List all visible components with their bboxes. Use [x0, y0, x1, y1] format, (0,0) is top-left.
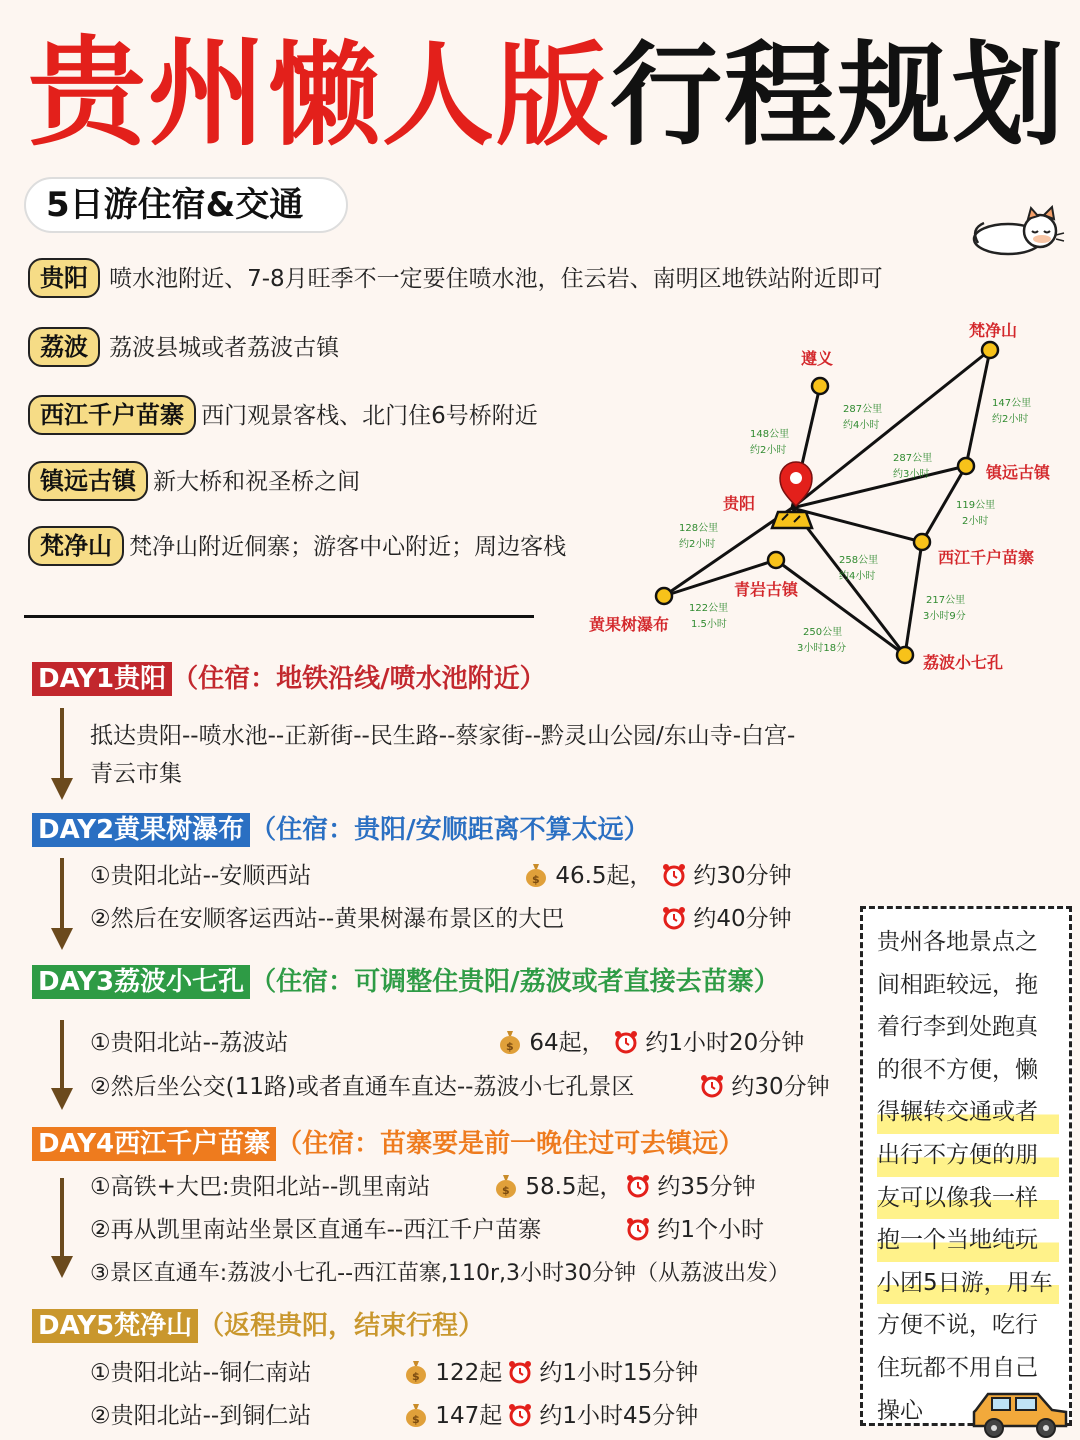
note-line-3: 着行李到处跑真	[877, 1014, 1038, 1041]
alarm-clock-icon	[508, 1403, 532, 1427]
day5-item-2-time-text: 约1小时45分钟	[539, 1403, 699, 1429]
acc-text-guiyang: 喷水池附近、7-8月旺季不一定要住喷水池，住云岩、南明区地铁站附近即可	[109, 266, 883, 292]
dist-gy-fanjing-km: 287公里	[843, 404, 883, 415]
acc-row-zhenyuan	[28, 461, 360, 502]
map-label-zunyi: 遵义	[801, 349, 834, 368]
day2-item-1-price-text: 46.5起，	[555, 863, 653, 889]
day4-stay: （住宿：苗寨要是前一晚住过可去镇远）	[276, 1129, 745, 1159]
acc-text-zhenyuan: 新大桥和祝圣桥之间	[153, 469, 361, 495]
alarm-clock-icon	[626, 1174, 650, 1198]
day5-item-1-time-text: 约1小时15分钟	[539, 1360, 699, 1386]
alarm-clock-icon	[626, 1217, 650, 1241]
acc-place-libo: 荔波	[28, 327, 100, 367]
day4-item-3: ③景区直通车:荔波小七孔--西江苗寨,110r,3小时30分钟（从荔波出发）	[90, 1261, 791, 1286]
title-part-2: 懒人版	[268, 31, 611, 161]
money-bag-icon	[494, 1172, 518, 1198]
day2-header	[32, 811, 650, 849]
title-part-1: 贵州	[28, 24, 269, 162]
note-line-9: 小团5日游，用车	[877, 1262, 1059, 1305]
dist-zhenyuan-xijiang-km: 119公里	[956, 500, 996, 511]
day3-header	[32, 963, 780, 1001]
node-qingyan	[768, 552, 784, 568]
day5-item-1-time	[508, 1357, 698, 1389]
map-label-xijiang: 西江千户苗寨	[938, 548, 1035, 567]
acc-row-guiyang	[28, 258, 883, 299]
note-line-2: 间相距较远，拖	[877, 971, 1038, 998]
day4-item-2-time-text: 约1个小时	[657, 1217, 764, 1243]
day5-header	[32, 1307, 484, 1345]
day4-item-1-time-text: 约35分钟	[657, 1174, 756, 1200]
note-line-5: 得辗转交通或者	[877, 1091, 1059, 1134]
day5-item-2-price-text: 147起	[435, 1403, 503, 1429]
day3-item-2: ②然后坐公交(11路)或者直通车直达--荔波小七孔景区	[90, 1074, 635, 1100]
title-part-3: 行程规划	[610, 31, 1067, 161]
day4-item-2: ②再从凯里南站坐景区直通车--西江千户苗寨	[90, 1217, 542, 1243]
node-xijiang	[914, 534, 930, 550]
dist-zhenyuan-xijiang-time: 2小时	[962, 516, 989, 527]
note-line-7: 友可以像我一样	[877, 1177, 1059, 1220]
day2-item-2-time-text: 约40分钟	[693, 906, 792, 932]
car-icon	[968, 1386, 1072, 1438]
day2-stay: （住宿：贵阳/安顺距离不算太远）	[250, 815, 650, 845]
guiyang-landmark	[772, 512, 812, 528]
map-pin-icon	[780, 462, 812, 506]
day3-arrow-icon	[51, 1088, 73, 1110]
tip-note-box	[860, 906, 1072, 1426]
dist-xijiang-libo-km: 217公里	[926, 595, 966, 606]
money-bag-icon	[498, 1028, 522, 1054]
day5-item-1-price-text: 122起	[435, 1360, 503, 1386]
section-divider	[24, 615, 534, 618]
day3-item-1-time	[614, 1027, 804, 1059]
day5-item-2-time	[508, 1400, 698, 1432]
alarm-clock-icon	[614, 1030, 638, 1054]
acc-place-xijiang: 西江千户苗寨	[28, 395, 196, 435]
day4-arrow-line	[60, 1178, 64, 1258]
day5-stay: （返程贵阳，结束行程）	[198, 1311, 485, 1341]
money-bag-icon	[404, 1401, 428, 1427]
day3-arrow-line	[60, 1020, 64, 1090]
day3-item-2-time-text: 约30分钟	[731, 1074, 830, 1100]
node-fanjingshan	[982, 342, 998, 358]
day1-tag: DAY1贵阳	[32, 662, 172, 696]
acc-place-guiyang: 贵阳	[28, 258, 100, 298]
node-huangguoshu	[656, 588, 672, 604]
day2-arrow-icon	[51, 928, 73, 950]
note-line-10: 方便不说，吃行	[877, 1312, 1038, 1339]
day4-tag: DAY4西江千户苗寨	[32, 1127, 276, 1161]
money-bag-icon	[404, 1358, 428, 1384]
dist-qingyan-libo-km: 250公里	[803, 627, 843, 638]
svg-text:$: $	[412, 1370, 420, 1383]
svg-text:$: $	[506, 1040, 514, 1053]
day2-tag: DAY2黄果树瀑布	[32, 813, 250, 847]
day3-stay: （住宿：可调整住贵阳/荔波或者直接去苗寨）	[250, 967, 780, 997]
dist-gy-libo-km: 258公里	[839, 555, 879, 566]
svg-text:$: $	[532, 873, 540, 886]
day2-item-2: ②然后在安顺客运西站--黄果树瀑布景区的大巴	[90, 906, 565, 932]
alarm-clock-icon	[508, 1360, 532, 1384]
day4-item-1-price-text: 58.5起，	[525, 1174, 623, 1200]
page-title	[28, 18, 1066, 168]
acc-row-libo	[28, 327, 339, 368]
note-line-4: 的很不方便，懒	[877, 1056, 1038, 1083]
dist-qingyan-libo-time: 3小时18分	[797, 643, 847, 654]
dist-gy-zhenyuan-km: 287公里	[893, 453, 933, 464]
money-bag-icon	[524, 861, 548, 887]
day5-item-2-price	[404, 1400, 502, 1432]
alarm-clock-icon	[700, 1074, 724, 1098]
day2-arrow-line	[60, 858, 64, 930]
day1-arrow-icon	[51, 778, 73, 800]
acc-text-xijiang: 西门观景客栈、北门住6号桥附近	[201, 403, 538, 429]
dist-gy-libo-time: 约4小时	[839, 571, 876, 582]
acc-place-fanjingshan: 梵净山	[28, 526, 124, 566]
dist-gy-huangguoshu-km: 128公里	[679, 523, 719, 534]
day2-item-1: ①贵阳北站--安顺西站	[90, 863, 312, 889]
day2-item-1-time	[662, 860, 792, 892]
day5-item-2: ②贵阳北站--到铜仁站	[90, 1403, 312, 1429]
day1-route-line-2: 青云市集	[90, 761, 182, 787]
day4-item-1-time	[626, 1171, 756, 1203]
day5-item-1-price	[404, 1357, 502, 1389]
dist-gy-zhenyuan-time: 约3小时	[893, 469, 930, 480]
dist-xijiang-libo-time: 3小时9分	[923, 611, 966, 622]
day3-item-1: ①贵阳北站--荔波站	[90, 1030, 289, 1056]
dist-huangguoshu-qingyan-time: 1.5小时	[691, 619, 727, 630]
note-line-6: 出行不方便的朋	[877, 1134, 1059, 1177]
map-label-qingyan: 青岩古镇	[734, 580, 799, 599]
map-label-libo: 荔波小七孔	[923, 653, 1004, 672]
acc-text-libo: 荔波县城或者荔波古镇	[109, 335, 340, 361]
svg-text:$: $	[412, 1413, 420, 1426]
subtitle-box	[24, 177, 348, 233]
dist-gy-huangguoshu-time: 约2小时	[679, 539, 716, 550]
day4-item-1: ①高铁+大巴:贵阳北站--凯里南站	[90, 1174, 431, 1200]
acc-text-fanjingshan: 梵净山附近侗寨；游客中心附近；周边客栈	[129, 534, 567, 560]
day2-item-2-time	[662, 903, 792, 935]
map-label-huangguoshu: 黄果树瀑布	[589, 615, 670, 634]
dist-gy-fanjing-time: 约4小时	[843, 420, 880, 431]
day4-header	[32, 1125, 744, 1163]
note-line-1: 贵州各地景点之	[877, 929, 1038, 955]
day1-route-line-1: 抵达贵阳--喷水池--正新街--民生路--蔡家街--黔灵山公园/东山寺-白宫-	[90, 723, 796, 749]
map-label-fanjingshan: 梵净山	[969, 321, 1018, 340]
day1-stay: （住宿：地铁沿线/喷水池附近）	[172, 664, 546, 694]
day1-header	[32, 660, 546, 698]
acc-row-xijiang	[28, 395, 538, 436]
dist-fanjing-zhenyuan-km: 147公里	[992, 398, 1032, 409]
map-label-guiyang: 贵阳	[723, 494, 756, 513]
day3-item-2-time	[700, 1071, 830, 1103]
day3-item-1-price	[498, 1027, 605, 1059]
day2-item-1-time-text: 约30分钟	[693, 863, 792, 889]
day3-item-1-time-text: 约1小时20分钟	[645, 1030, 805, 1056]
svg-text:$: $	[502, 1184, 510, 1197]
day4-arrow-icon	[51, 1256, 73, 1278]
day4-item-2-time	[626, 1214, 764, 1246]
cat-icon	[968, 205, 1066, 257]
day5-tag: DAY5梵净山	[32, 1309, 198, 1343]
day1-arrow-line	[60, 708, 64, 780]
dist-huangguoshu-qingyan-km: 122公里	[689, 603, 729, 614]
acc-place-zhenyuan: 镇远古镇	[28, 461, 148, 501]
node-libo	[897, 647, 913, 663]
acc-row-fanjingshan	[28, 526, 566, 567]
subtitle: 5日游住宿&交通	[46, 185, 304, 225]
day4-item-1-price	[494, 1171, 623, 1203]
dist-gy-zunyi-km: 148公里	[750, 429, 790, 440]
map-label-zhenyuan: 镇远古镇	[986, 463, 1051, 482]
node-zhenyuan	[958, 458, 974, 474]
day3-tag: DAY3荔波小七孔	[32, 965, 250, 999]
alarm-clock-icon	[662, 863, 686, 887]
day3-item-1-price-text: 64起，	[529, 1030, 605, 1056]
day5-item-1: ①贵阳北站--铜仁南站	[90, 1360, 312, 1386]
dist-gy-zunyi-time: 约2小时	[750, 445, 787, 456]
note-line-8: 抱一个当地纯玩	[877, 1219, 1059, 1262]
note-line-12: 操心	[877, 1397, 923, 1424]
route-map	[580, 310, 1075, 680]
node-zunyi	[812, 378, 828, 394]
note-line-11: 住玩都不用自己	[877, 1354, 1038, 1381]
day2-item-1-price	[524, 860, 653, 892]
alarm-clock-icon	[662, 906, 686, 930]
dist-fanjing-zhenyuan-time: 约2小时	[992, 414, 1029, 425]
